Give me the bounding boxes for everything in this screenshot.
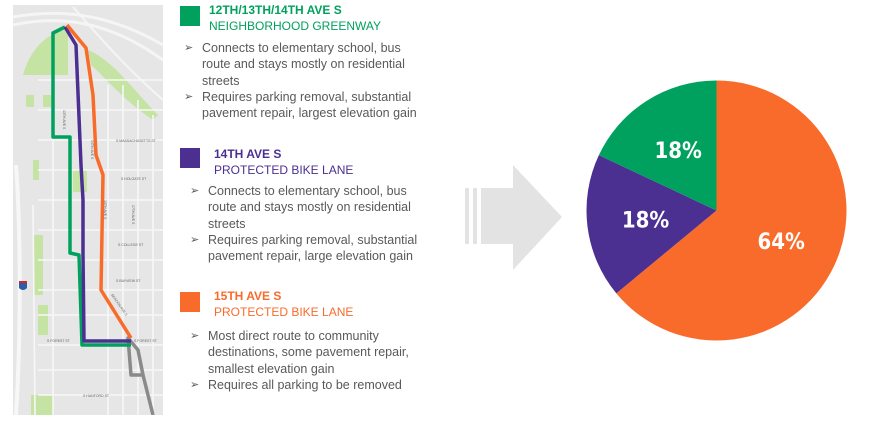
- map-graphic: [13, 5, 163, 415]
- svg-text:S FOREST ST: S FOREST ST: [47, 339, 70, 343]
- legend-title: 12TH/13TH/14TH AVE S NEIGHBORHOOD GREENWAY: [209, 3, 382, 33]
- legend-title: 14TH AVE S PROTECTED BIKE LANE: [214, 147, 354, 177]
- svg-text:S COLLEGE ST: S COLLEGE ST: [118, 243, 144, 247]
- legend-title: 15TH AVE S PROTECTED BIKE LANE: [214, 289, 354, 319]
- bullet-list: [190, 183, 435, 264]
- arrow-bullet-icon: ➢: [190, 185, 200, 197]
- list-item: ➢ Connects to elementary school, bus route and stays mostly on residential streets: [184, 41, 405, 88]
- svg-text:S BAYVIEW ST: S BAYVIEW ST: [116, 279, 141, 283]
- pie-chart: [584, 78, 849, 343]
- list-item: ➢ Connects to elementary school, bus route and stays mostly on residential streets: [190, 184, 411, 231]
- svg-text:S FOREST ST: S FOREST ST: [134, 339, 157, 343]
- svg-text:S MASSACHUSETTS ST: S MASSACHUSETTS ST: [116, 139, 156, 143]
- pie-slice-label: 18%: [654, 139, 702, 165]
- pie-slice-label: 64%: [757, 229, 805, 255]
- orange-swatch: [180, 292, 200, 312]
- pie-graphic: [584, 78, 849, 343]
- list-item: ➢ Requires parking removal, substantial pavement repair, largest elevation gain: [184, 89, 417, 121]
- interstate-shield-icon: [19, 281, 27, 290]
- svg-text:14TH AVE S: 14TH AVE S: [90, 140, 94, 160]
- route-map: [13, 5, 163, 415]
- list-item: ➢ Requires parking removal, substantial pavement repair, large elevation gain: [190, 232, 418, 264]
- svg-text:17TH AVE S: 17TH AVE S: [131, 205, 135, 225]
- green-swatch: [180, 6, 200, 26]
- arrow-bullet-icon: ➢: [190, 330, 200, 342]
- purple-swatch: [180, 148, 200, 168]
- list-item: ➢ Most direct route to community destinations, some pavement repair, smallest elevation gain: [190, 329, 409, 376]
- pie-slice-label: 18%: [621, 208, 670, 234]
- arrow-right-icon: [465, 160, 565, 275]
- list-item: ➢ Requires all parking to be removed: [190, 377, 402, 392]
- arrow-bullet-icon: ➢: [184, 42, 194, 54]
- arrow-bullet-icon: ➢: [190, 233, 200, 246]
- svg-text:S HANFORD ST: S HANFORD ST: [83, 394, 110, 398]
- svg-text:13TH AVE S: 13TH AVE S: [62, 110, 66, 130]
- park-area: [23, 30, 68, 75]
- svg-text:S HOLGATE ST: S HOLGATE ST: [121, 177, 147, 181]
- svg-text:15TH AVE S: 15TH AVE S: [103, 200, 107, 220]
- bullet-list: [184, 40, 429, 121]
- arrow-bullet-icon: ➢: [190, 378, 200, 391]
- bullet-list: [190, 328, 435, 393]
- arrow-bullet-icon: ➢: [184, 90, 194, 103]
- svg-text:BEACON AVE S: BEACON AVE S: [110, 293, 129, 317]
